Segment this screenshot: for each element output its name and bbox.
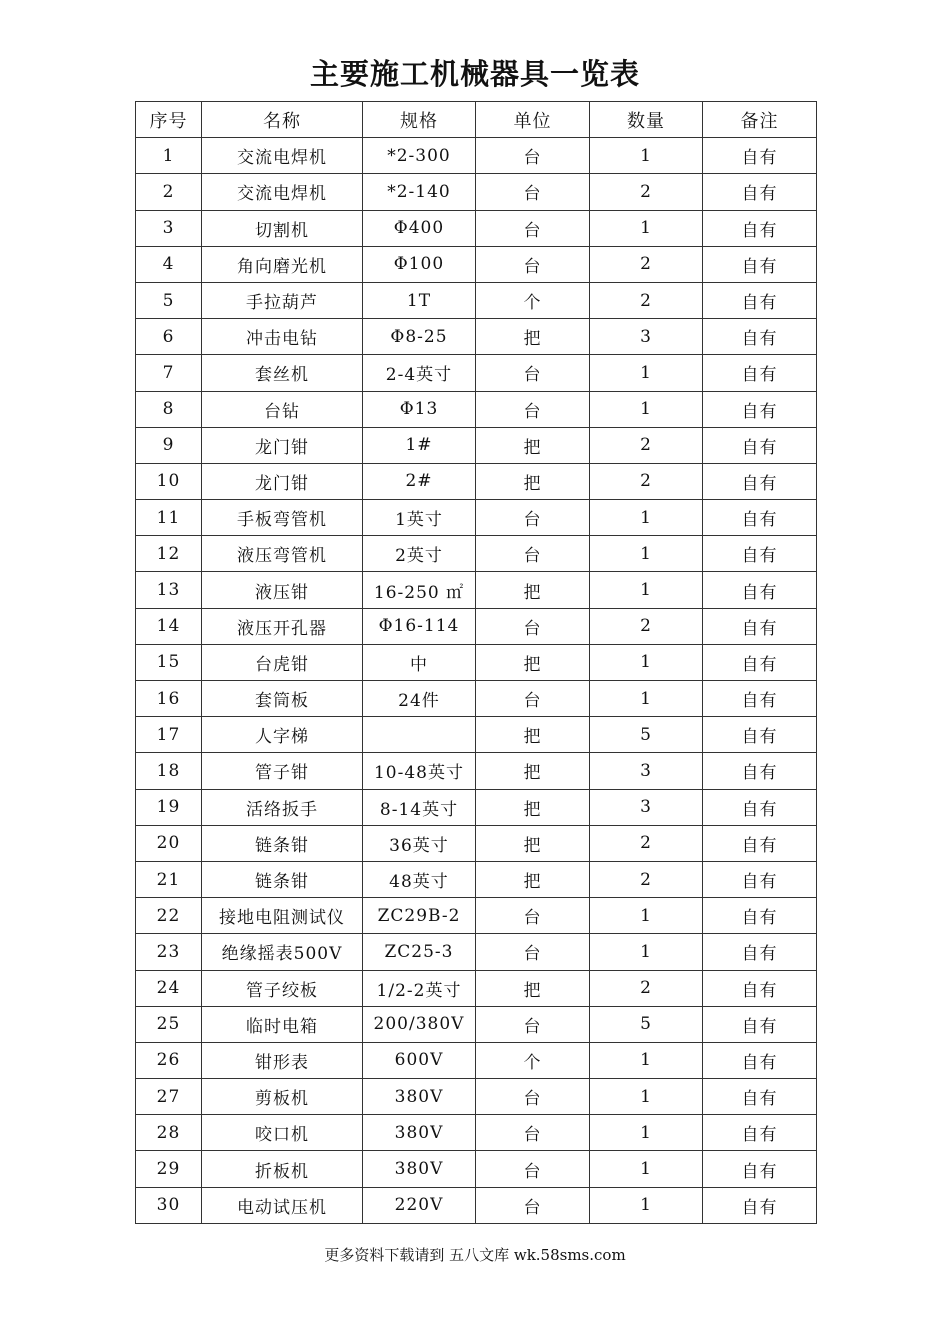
cell-quantity: 3 bbox=[590, 319, 703, 355]
cell-name: 套筒板 bbox=[202, 681, 363, 717]
cell-quantity: 2 bbox=[590, 463, 703, 499]
cell-quantity: 3 bbox=[590, 789, 703, 825]
cell-unit: 把 bbox=[476, 572, 590, 608]
cell-spec: 1# bbox=[363, 427, 476, 463]
cell-quantity: 5 bbox=[590, 1006, 703, 1042]
table-row bbox=[136, 608, 817, 644]
cell-index: 8 bbox=[136, 391, 202, 427]
cell-unit: 台 bbox=[476, 1151, 590, 1187]
table-row bbox=[136, 681, 817, 717]
cell-name: 手拉葫芦 bbox=[202, 282, 363, 318]
cell-name: 活络扳手 bbox=[202, 789, 363, 825]
cell-unit: 台 bbox=[476, 500, 590, 536]
cell-index: 13 bbox=[136, 572, 202, 608]
cell-index: 17 bbox=[136, 717, 202, 753]
cell-remark: 自有 bbox=[703, 898, 817, 934]
cell-spec: 24件 bbox=[363, 681, 476, 717]
cell-spec: 380V bbox=[363, 1115, 476, 1151]
cell-index: 3 bbox=[136, 210, 202, 246]
cell-quantity: 1 bbox=[590, 355, 703, 391]
equipment-table bbox=[135, 101, 817, 1224]
table-row bbox=[136, 1187, 817, 1223]
cell-spec: 380V bbox=[363, 1079, 476, 1115]
cell-quantity: 1 bbox=[590, 500, 703, 536]
table-row bbox=[136, 355, 817, 391]
cell-unit: 台 bbox=[476, 1115, 590, 1151]
cell-index: 30 bbox=[136, 1187, 202, 1223]
cell-unit: 把 bbox=[476, 717, 590, 753]
cell-name: 绝缘摇表500V bbox=[202, 934, 363, 970]
cell-name: 台钻 bbox=[202, 391, 363, 427]
table-row bbox=[136, 282, 817, 318]
cell-name: 交流电焊机 bbox=[202, 138, 363, 174]
cell-spec: Φ100 bbox=[363, 246, 476, 282]
table-row bbox=[136, 572, 817, 608]
cell-quantity: 1 bbox=[590, 138, 703, 174]
cell-remark: 自有 bbox=[703, 934, 817, 970]
cell-index: 5 bbox=[136, 282, 202, 318]
table-row bbox=[136, 789, 817, 825]
header-cell: 备注 bbox=[703, 102, 817, 138]
cell-remark: 自有 bbox=[703, 1115, 817, 1151]
cell-name: 接地电阻测试仪 bbox=[202, 898, 363, 934]
cell-unit: 台 bbox=[476, 898, 590, 934]
cell-remark: 自有 bbox=[703, 427, 817, 463]
cell-unit: 台 bbox=[476, 246, 590, 282]
cell-name: 液压开孔器 bbox=[202, 608, 363, 644]
cell-index: 14 bbox=[136, 608, 202, 644]
cell-quantity: 1 bbox=[590, 1187, 703, 1223]
cell-remark: 自有 bbox=[703, 463, 817, 499]
header-cell: 单位 bbox=[476, 102, 590, 138]
cell-name: 管子钳 bbox=[202, 753, 363, 789]
cell-remark: 自有 bbox=[703, 753, 817, 789]
cell-unit: 个 bbox=[476, 1042, 590, 1078]
cell-remark: 自有 bbox=[703, 282, 817, 318]
cell-name: 手板弯管机 bbox=[202, 500, 363, 536]
table-row bbox=[136, 861, 817, 897]
table-row bbox=[136, 934, 817, 970]
cell-spec: Φ13 bbox=[363, 391, 476, 427]
cell-remark: 自有 bbox=[703, 572, 817, 608]
cell-unit: 个 bbox=[476, 282, 590, 318]
cell-quantity: 1 bbox=[590, 391, 703, 427]
cell-remark: 自有 bbox=[703, 355, 817, 391]
cell-quantity: 1 bbox=[590, 1042, 703, 1078]
table-row bbox=[136, 1042, 817, 1078]
cell-remark: 自有 bbox=[703, 319, 817, 355]
cell-name: 液压钳 bbox=[202, 572, 363, 608]
cell-unit: 把 bbox=[476, 644, 590, 680]
cell-index: 25 bbox=[136, 1006, 202, 1042]
cell-index: 9 bbox=[136, 427, 202, 463]
cell-quantity: 1 bbox=[590, 1151, 703, 1187]
cell-spec: 1T bbox=[363, 282, 476, 318]
cell-remark: 自有 bbox=[703, 174, 817, 210]
cell-name: 套丝机 bbox=[202, 355, 363, 391]
table-header-row bbox=[136, 102, 817, 138]
cell-remark: 自有 bbox=[703, 1151, 817, 1187]
cell-spec: 380V bbox=[363, 1151, 476, 1187]
cell-quantity: 1 bbox=[590, 934, 703, 970]
cell-spec: ZC25-3 bbox=[363, 934, 476, 970]
cell-remark: 自有 bbox=[703, 500, 817, 536]
cell-remark: 自有 bbox=[703, 644, 817, 680]
cell-index: 7 bbox=[136, 355, 202, 391]
cell-quantity: 3 bbox=[590, 753, 703, 789]
cell-spec: Φ400 bbox=[363, 210, 476, 246]
cell-unit: 台 bbox=[476, 355, 590, 391]
header-cell: 规格 bbox=[363, 102, 476, 138]
cell-name: 链条钳 bbox=[202, 861, 363, 897]
cell-name: 液压弯管机 bbox=[202, 536, 363, 572]
cell-name: 台虎钳 bbox=[202, 644, 363, 680]
cell-spec: 36英寸 bbox=[363, 825, 476, 861]
cell-index: 12 bbox=[136, 536, 202, 572]
cell-spec: 1英寸 bbox=[363, 500, 476, 536]
cell-spec: 1/2-2英寸 bbox=[363, 970, 476, 1006]
cell-unit: 把 bbox=[476, 427, 590, 463]
cell-spec: 16-250 ㎡ bbox=[363, 572, 476, 608]
cell-index: 20 bbox=[136, 825, 202, 861]
cell-name: 剪板机 bbox=[202, 1079, 363, 1115]
cell-spec bbox=[363, 717, 476, 753]
cell-index: 24 bbox=[136, 970, 202, 1006]
table-body bbox=[136, 138, 817, 1224]
cell-spec: *2-300 bbox=[363, 138, 476, 174]
cell-quantity: 1 bbox=[590, 1079, 703, 1115]
cell-spec: Φ16-114 bbox=[363, 608, 476, 644]
table-row bbox=[136, 463, 817, 499]
cell-quantity: 1 bbox=[590, 644, 703, 680]
table-row bbox=[136, 1079, 817, 1115]
cell-unit: 把 bbox=[476, 825, 590, 861]
cell-index: 15 bbox=[136, 644, 202, 680]
table-row bbox=[136, 536, 817, 572]
cell-remark: 自有 bbox=[703, 391, 817, 427]
cell-remark: 自有 bbox=[703, 789, 817, 825]
cell-spec: 2# bbox=[363, 463, 476, 499]
cell-spec: 中 bbox=[363, 644, 476, 680]
cell-spec: 200/380V bbox=[363, 1006, 476, 1042]
cell-quantity: 2 bbox=[590, 608, 703, 644]
cell-index: 19 bbox=[136, 789, 202, 825]
cell-index: 21 bbox=[136, 861, 202, 897]
cell-unit: 台 bbox=[476, 138, 590, 174]
cell-remark: 自有 bbox=[703, 717, 817, 753]
footer-note: 更多资料下载请到 五八文库 wk.58sms.com bbox=[324, 1246, 626, 1264]
cell-spec: 220V bbox=[363, 1187, 476, 1223]
table-row bbox=[136, 138, 817, 174]
cell-name: 临时电箱 bbox=[202, 1006, 363, 1042]
cell-quantity: 5 bbox=[590, 717, 703, 753]
cell-index: 2 bbox=[136, 174, 202, 210]
cell-remark: 自有 bbox=[703, 970, 817, 1006]
cell-index: 23 bbox=[136, 934, 202, 970]
cell-unit: 台 bbox=[476, 934, 590, 970]
cell-remark: 自有 bbox=[703, 138, 817, 174]
cell-quantity: 2 bbox=[590, 174, 703, 210]
cell-name: 折板机 bbox=[202, 1151, 363, 1187]
cell-remark: 自有 bbox=[703, 1042, 817, 1078]
cell-unit: 把 bbox=[476, 861, 590, 897]
cell-unit: 台 bbox=[476, 391, 590, 427]
cell-unit: 台 bbox=[476, 210, 590, 246]
cell-unit: 把 bbox=[476, 970, 590, 1006]
cell-remark: 自有 bbox=[703, 608, 817, 644]
cell-remark: 自有 bbox=[703, 681, 817, 717]
cell-name: 钳形表 bbox=[202, 1042, 363, 1078]
cell-index: 6 bbox=[136, 319, 202, 355]
cell-name: 管子绞板 bbox=[202, 970, 363, 1006]
table-row bbox=[136, 427, 817, 463]
table-row bbox=[136, 1151, 817, 1187]
table-row bbox=[136, 319, 817, 355]
cell-quantity: 2 bbox=[590, 970, 703, 1006]
cell-name: 交流电焊机 bbox=[202, 174, 363, 210]
cell-remark: 自有 bbox=[703, 246, 817, 282]
cell-name: 咬口机 bbox=[202, 1115, 363, 1151]
cell-spec: ZC29B-2 bbox=[363, 898, 476, 934]
cell-quantity: 2 bbox=[590, 825, 703, 861]
cell-spec: *2-140 bbox=[363, 174, 476, 210]
cell-spec: 2-4英寸 bbox=[363, 355, 476, 391]
cell-name: 角向磨光机 bbox=[202, 246, 363, 282]
cell-name: 冲击电钻 bbox=[202, 319, 363, 355]
cell-spec: 10-48英寸 bbox=[363, 753, 476, 789]
cell-spec: 600V bbox=[363, 1042, 476, 1078]
cell-unit: 台 bbox=[476, 174, 590, 210]
cell-index: 22 bbox=[136, 898, 202, 934]
table-row bbox=[136, 644, 817, 680]
cell-unit: 把 bbox=[476, 319, 590, 355]
cell-remark: 自有 bbox=[703, 210, 817, 246]
cell-name: 龙门钳 bbox=[202, 463, 363, 499]
header-cell: 数量 bbox=[590, 102, 703, 138]
cell-quantity: 2 bbox=[590, 282, 703, 318]
table-row bbox=[136, 246, 817, 282]
cell-unit: 台 bbox=[476, 536, 590, 572]
cell-unit: 把 bbox=[476, 789, 590, 825]
table-row bbox=[136, 500, 817, 536]
cell-name: 电动试压机 bbox=[202, 1187, 363, 1223]
header-cell: 名称 bbox=[202, 102, 363, 138]
table-row bbox=[136, 898, 817, 934]
cell-quantity: 1 bbox=[590, 536, 703, 572]
cell-quantity: 1 bbox=[590, 572, 703, 608]
cell-remark: 自有 bbox=[703, 536, 817, 572]
cell-index: 1 bbox=[136, 138, 202, 174]
cell-remark: 自有 bbox=[703, 1006, 817, 1042]
cell-quantity: 2 bbox=[590, 246, 703, 282]
table-row bbox=[136, 717, 817, 753]
cell-index: 4 bbox=[136, 246, 202, 282]
table-row bbox=[136, 391, 817, 427]
table-row bbox=[136, 1006, 817, 1042]
cell-spec: Φ8-25 bbox=[363, 319, 476, 355]
cell-index: 29 bbox=[136, 1151, 202, 1187]
cell-unit: 台 bbox=[476, 608, 590, 644]
table-row bbox=[136, 970, 817, 1006]
cell-unit: 台 bbox=[476, 1006, 590, 1042]
cell-unit: 台 bbox=[476, 681, 590, 717]
cell-index: 27 bbox=[136, 1079, 202, 1115]
cell-remark: 自有 bbox=[703, 1187, 817, 1223]
document-title: 主要施工机械器具一览表 bbox=[309, 57, 640, 91]
cell-name: 链条钳 bbox=[202, 825, 363, 861]
cell-spec: 48英寸 bbox=[363, 861, 476, 897]
cell-remark: 自有 bbox=[703, 825, 817, 861]
table-row bbox=[136, 753, 817, 789]
cell-unit: 把 bbox=[476, 753, 590, 789]
cell-quantity: 2 bbox=[590, 427, 703, 463]
table-row bbox=[136, 174, 817, 210]
cell-remark: 自有 bbox=[703, 1079, 817, 1115]
header-cell: 序号 bbox=[136, 102, 202, 138]
cell-index: 26 bbox=[136, 1042, 202, 1078]
cell-index: 11 bbox=[136, 500, 202, 536]
cell-spec: 8-14英寸 bbox=[363, 789, 476, 825]
table-row bbox=[136, 1115, 817, 1151]
cell-spec: 2英寸 bbox=[363, 536, 476, 572]
table-row bbox=[136, 825, 817, 861]
cell-quantity: 1 bbox=[590, 898, 703, 934]
cell-quantity: 2 bbox=[590, 861, 703, 897]
cell-quantity: 1 bbox=[590, 1115, 703, 1151]
cell-quantity: 1 bbox=[590, 681, 703, 717]
cell-index: 10 bbox=[136, 463, 202, 499]
cell-quantity: 1 bbox=[590, 210, 703, 246]
table-row bbox=[136, 210, 817, 246]
cell-index: 28 bbox=[136, 1115, 202, 1151]
cell-unit: 台 bbox=[476, 1187, 590, 1223]
cell-remark: 自有 bbox=[703, 861, 817, 897]
cell-index: 18 bbox=[136, 753, 202, 789]
cell-index: 16 bbox=[136, 681, 202, 717]
cell-name: 切割机 bbox=[202, 210, 363, 246]
cell-name: 人字梯 bbox=[202, 717, 363, 753]
cell-unit: 把 bbox=[476, 463, 590, 499]
cell-unit: 台 bbox=[476, 1079, 590, 1115]
cell-name: 龙门钳 bbox=[202, 427, 363, 463]
